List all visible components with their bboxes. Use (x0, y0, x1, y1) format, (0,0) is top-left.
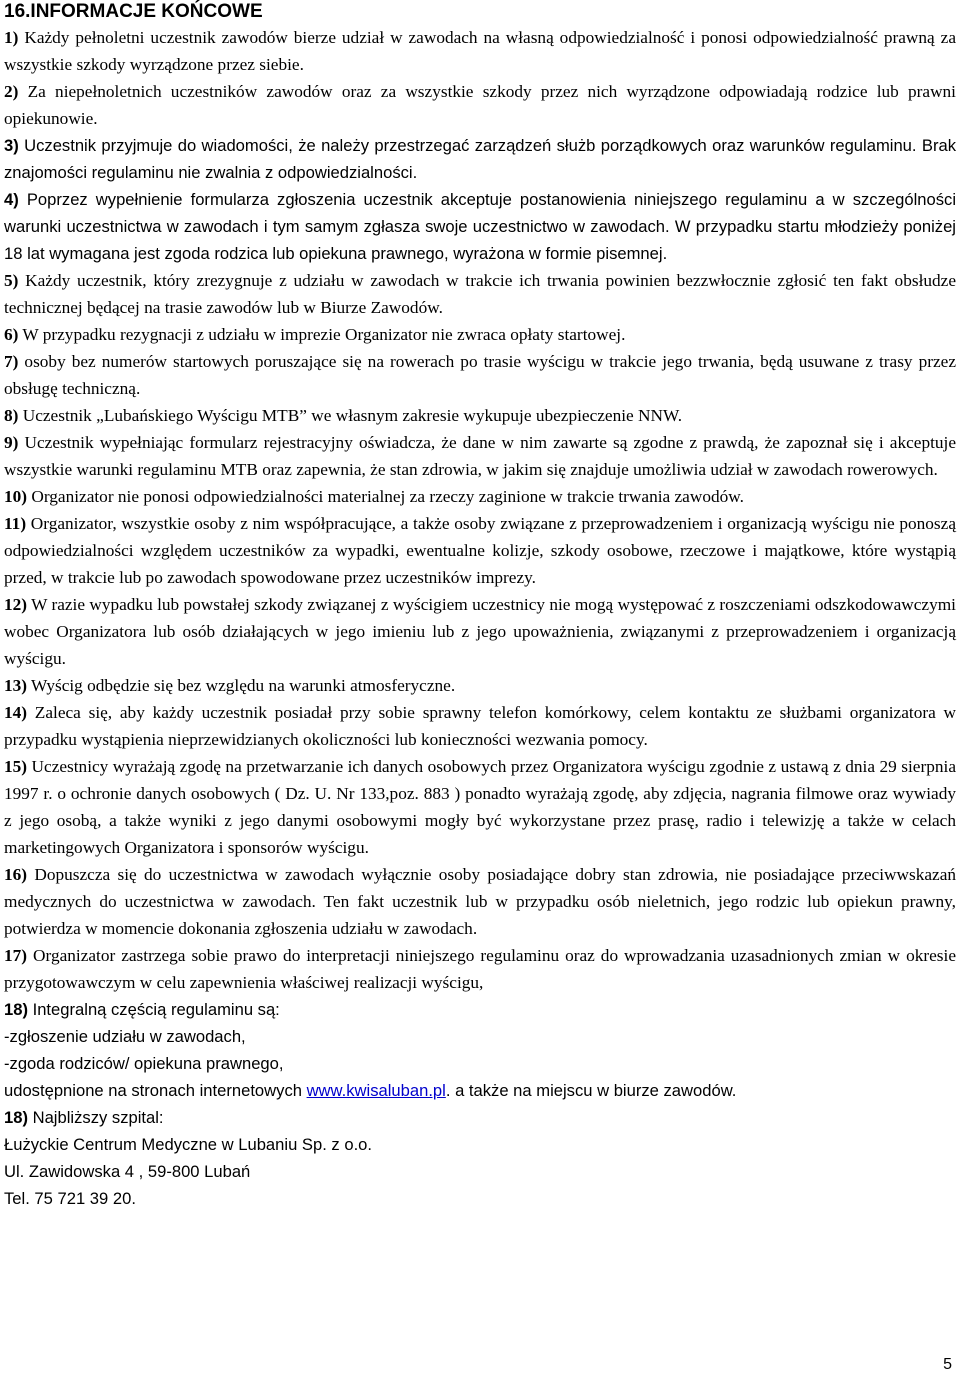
clause-number: 9) (4, 433, 19, 452)
document-page (4, 0, 956, 1212)
clause-number: 12) (4, 595, 28, 614)
availability-line (4, 1077, 956, 1104)
hospital-address: Ul. Zawidowska 4 , 59-800 Lubań (4, 1162, 251, 1181)
clause-text: Zaleca się, aby każdy uczestnik posiadał przy sobie sprawny telefon komórkowy, celem kontaktu ze służbami organizatora w przypadku wystąpienia nieprzewidzianych okoliczności lub konieczności wezwania pomocy. (4, 703, 956, 749)
clause-18-hospital (4, 1104, 956, 1131)
website-link[interactable]: www.kwisaluban.pl (306, 1081, 446, 1100)
clause-text: Dopuszcza się do uczestnictwa w zawodach wyłącznie osoby posiadające dobry stan zdrowia, nie posiadające przeciwwskazań medycznych do uczestnictwa w zawodach. Ten fakt uczestnik lub w przypadku osób nieletnich, jego rodzic lub opiekun prawny, potwierdza w momencie dokonania zgłoszenia udziału w zawodach. (4, 865, 956, 938)
clause-text: W razie wypadku lub powstałej szkody związanej z wyścigiem uczestnicy nie mogą występować z roszczeniami odszkodowawczymi wobec Organizatora lub osób działających w jego imieniu lub z jego upoważnienia, związanymi z przeprowadzeniem i organizacją wyścigu. (4, 595, 956, 668)
clause-number: 14) (4, 703, 28, 722)
page-number: 5 (943, 1356, 952, 1373)
clause-text: Poprzez wypełnienie formularza zgłoszenia uczestnik akceptuje postanowienia niniejszego regulaminu a w szczególności warunki uczestnictwa w zawodach i tym samym zgłasza swoje uczestnictwo w zawodach. W przypadku startu młodzieży poniżej 18 lat wymagana jest zgoda rodzica lub opiekuna prawnego, wyrażona w formie pisemnej. (4, 190, 956, 263)
clause-15 (4, 753, 956, 861)
clause-5 (4, 267, 956, 321)
clause-number: 6) (4, 325, 19, 344)
hospital-name: Łużyckie Centrum Medyczne w Lubaniu Sp. z o.o. (4, 1135, 373, 1154)
clause-16 (4, 861, 956, 942)
clause-9 (4, 429, 956, 483)
clause-number: 7) (4, 352, 19, 371)
clause-17 (4, 942, 956, 996)
clause-text: Uczestnicy wyrażają zgodę na przetwarzanie ich danych osobowych przez Organizatora wyścigu zgodnie z ustawą z dnia 29 sierpnia 1997 r. o ochronie danych osobowych ( Dz. U. Nr 133,poz. 883 ) ponadto wyrażają zgodę, aby zdjęcia, nagrania filmowe oraz wywiady z jego osobą, a także wyniki z jego danymi osobowymi mogły być wykorzystane przez prasę, radio i telewizję a także w celach marketingowych Organizatora i sponsorów wyścigu. (4, 757, 956, 857)
clause-number: 17) (4, 946, 28, 965)
clause-number: 11) (4, 514, 27, 533)
clause-number: 13) (4, 676, 28, 695)
clause-number: 1) (4, 28, 19, 47)
clause-text: Organizator nie ponosi odpowiedzialności materialnej za rzeczy zaginione w trakcie trwania zawodów. (27, 487, 744, 506)
clause-number: 4) (4, 190, 19, 209)
clause-text: Najbliższy szpital: (27, 1108, 164, 1127)
list-item: -zgłoszenie udziału w zawodach, (4, 1027, 246, 1046)
clause-number: 18) (4, 1000, 28, 1019)
clause-number: 18) (4, 1108, 28, 1127)
clause-8 (4, 402, 956, 429)
availability-text-end: . a także na miejscu w biurze zawodów. (445, 1081, 737, 1100)
list-item: -zgoda rodziców/ opiekuna prawnego, (4, 1054, 284, 1073)
section-heading: 16.INFORMACJE KOŃCOWE (4, 1, 263, 22)
clause-number: 8) (4, 406, 19, 425)
clause-number: 2) (4, 82, 19, 101)
clause-18 (4, 996, 956, 1023)
clause-6 (4, 321, 956, 348)
clause-text: W przypadku rezygnacji z udziału w imprezie Organizator nie zwraca opłaty startowej. (18, 325, 626, 344)
clause-text: Organizator, wszystkie osoby z nim współpracujące, a także osoby związane z przeprowadzeniem i organizacją wyścigu nie ponoszą odpowiedzialności względem uczestników za wypadki, ewentualne kolizje, szkody osobowe, rzeczowe i majątkowe, które wystąpią przed, w trakcie lub po zawodach spowodowane przez uczestników imprezy. (4, 514, 956, 587)
clause-2 (4, 78, 956, 132)
clause-text: osoby bez numerów startowych poruszające się na rowerach po trasie wyścigu w trakcie jego trwania, będą usuwane z trasy przez obsługę techniczną. (4, 352, 956, 398)
clause-14 (4, 699, 956, 753)
clause-13 (4, 672, 956, 699)
clause-text: Każdy pełnoletni uczestnik zawodów bierze udział w zawodach na własną odpowiedzialność i ponosi odpowiedzialność prawną za wszystkie szkody wyrządzone przez siebie. (4, 28, 956, 74)
clause-12 (4, 591, 956, 672)
clause-3 (4, 132, 956, 186)
clause-number: 15) (4, 757, 28, 776)
clause-number: 16) (4, 865, 28, 884)
clause-text: Organizator zastrzega sobie prawo do interpretacji niniejszego regulaminu oraz do wprowadzania uzasadnionych zmian w okresie przygotowawczym w celu zapewnienia właściwej realizacji wyścigu, (4, 946, 956, 992)
clause-number: 10) (4, 487, 28, 506)
clause-10 (4, 483, 956, 510)
availability-text: udostępnione na stronach internetowych (4, 1081, 307, 1100)
clause-text: Uczestnik „Lubańskiego Wyścigu MTB” we własnym zakresie wykupuje ubezpieczenie NNW. (18, 406, 683, 425)
clause-11 (4, 510, 956, 591)
clause-1 (4, 24, 956, 78)
clause-text: Każdy uczestnik, który zrezygnuje z udziału w zawodach w trakcie ich trwania powinien bezzwłocznie zgłosić ten fakt obsłudze technicznej będącej na trasie zawodów lub w Biurze Zawodów. (4, 271, 956, 317)
clause-text: Wyścig odbędzie się bez względu na warunki atmosferyczne. (27, 676, 456, 695)
hospital-phone: Tel. 75 721 39 20. (4, 1189, 136, 1208)
clause-number: 3) (4, 136, 19, 155)
clause-text: Za niepełnoletnich uczestników zawodów oraz za wszystkie szkody przez nich wyrządzone odpowiadają rodzice lub prawni opiekunowie. (4, 82, 956, 128)
clause-4 (4, 186, 956, 267)
clause-text: Uczestnik przyjmuje do wiadomości, że należy przestrzegać zarządzeń służb porządkowych oraz warunków regulaminu. Brak znajomości regulaminu nie zwalnia z odpowiedzialności. (4, 136, 956, 182)
clause-text: Uczestnik wypełniając formularz rejestracyjny oświadcza, że dane w nim zawarte są zgodne z prawdą, że zapoznał się i akceptuje wszystkie warunki regulaminu MTB oraz zapewnia, że stan zdrowia, w jakim się znajduje umożliwia udział w zawodach rowerowych. (4, 433, 956, 479)
clause-7 (4, 348, 956, 402)
clause-number: 5) (4, 271, 19, 290)
clause-text: Integralną częścią regulaminu są: (27, 1000, 280, 1019)
